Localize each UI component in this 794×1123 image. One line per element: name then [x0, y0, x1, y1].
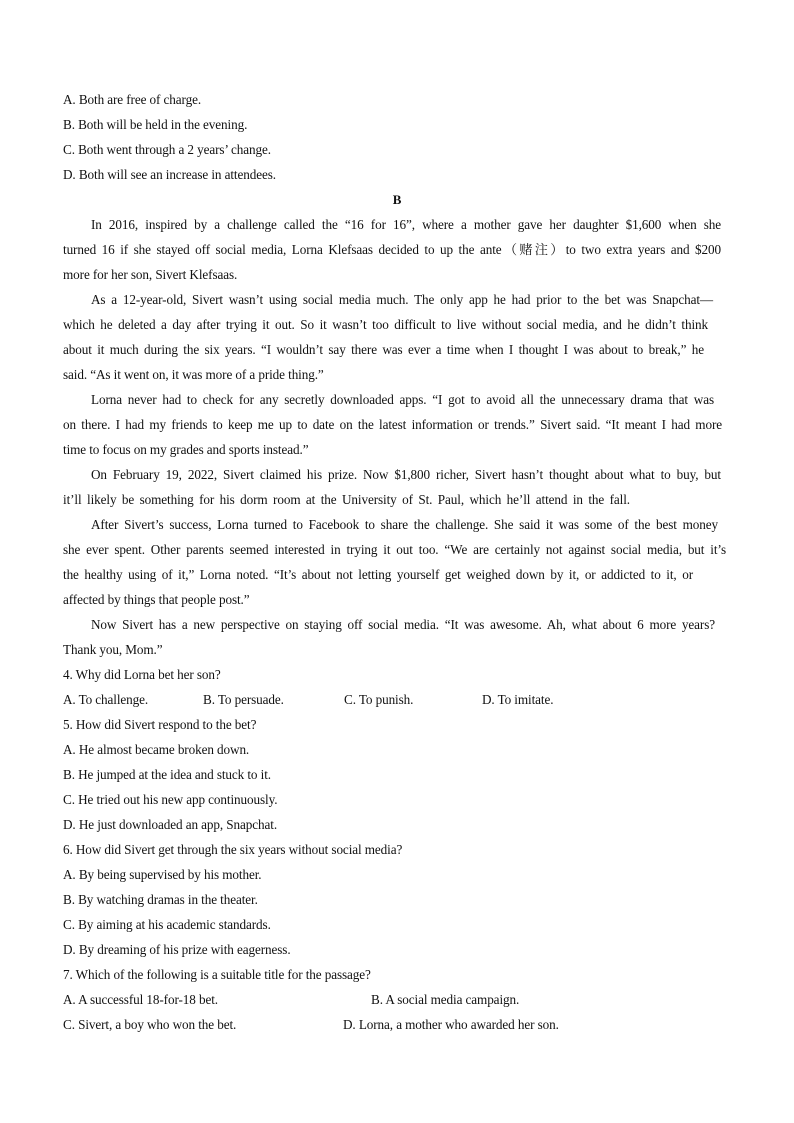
question-4-option-d[interactable]: D. To imitate. [482, 692, 554, 707]
passage-line: affected by things that people post.” [63, 592, 250, 607]
question-5-option-c[interactable]: C. He tried out his new app continuously. [63, 792, 278, 807]
question-6-option-c[interactable]: C. By aiming at his academic standards. [63, 917, 271, 932]
passage-line: said. “As it went on, it was more of a pride thing.” [63, 367, 324, 382]
question-5-option-b[interactable]: B. He jumped at the idea and stuck to it. [63, 767, 271, 782]
passage-line: On February 19, 2022, Sivert claimed his prize. Now $1,800 richer, Sivert hasn’t thought about what to buy, but [91, 467, 721, 482]
passage-line: Lorna never had to check for any secretly downloaded apps. “I got to avoid all the unnecessary drama that was [91, 392, 714, 407]
question-4-option-b[interactable]: B. To persuade. [203, 692, 284, 707]
passage-line: Thank you, Mom.” [63, 642, 163, 657]
passage-line: Now Sivert has a new perspective on staying off social media. “It was awesome. Ah, what about 6 more years? [91, 617, 715, 632]
question-5-option-d[interactable]: D. He just downloaded an app, Snapchat. [63, 817, 278, 832]
passage-line: As a 12-year-old, Sivert wasn’t using social media much. The only app he had prior to the bet was Snapchat— [91, 292, 713, 307]
question-7-option-c[interactable]: C. Sivert, a boy who won the bet. [63, 1017, 237, 1032]
prev-option-a: A. Both are free of charge. [63, 92, 202, 107]
question-6-option-a[interactable]: A. By being supervised by his mother. [63, 867, 262, 882]
question-4-option-a[interactable]: A. To challenge. [63, 692, 149, 707]
prev-option-b: B. Both will be held in the evening. [63, 117, 248, 132]
question-4-stem: 4. Why did Lorna bet her son? [63, 667, 221, 682]
prev-option-d: D. Both will see an increase in attendees. [63, 167, 276, 182]
question-4-option-c[interactable]: C. To punish. [344, 692, 414, 707]
prev-option-c: C. Both went through a 2 years’ change. [63, 142, 271, 157]
question-6-option-b[interactable]: B. By watching dramas in the theater. [63, 892, 258, 907]
passage-line: After Sivert’s success, Lorna turned to Facebook to share the challenge. She said it was some of the best money [91, 517, 718, 532]
question-7-option-b[interactable]: B. A social media campaign. [371, 992, 520, 1007]
question-5-option-a[interactable]: A. He almost became broken down. [63, 742, 250, 757]
passage-line: turned 16 if she stayed off social media, Lorna Klefsaas decided to up the ante（赌注）to two extra years and $200 [63, 242, 721, 257]
passage-line: the healthy using of it,” Lorna noted. “It’s about not letting yourself get weighed down by it, or addicted to it, or [63, 567, 693, 582]
question-7-stem: 7. Which of the following is a suitable title for the passage? [63, 967, 371, 982]
question-6-option-d[interactable]: D. By dreaming of his prize with eagerness. [63, 942, 291, 957]
passage-line: she ever spent. Other parents seemed interested in trying it out too. “We are certainly not against social media, but it’s [63, 542, 726, 557]
question-7-option-a[interactable]: A. A successful 18-for-18 bet. [63, 992, 218, 1007]
question-7-option-d[interactable]: D. Lorna, a mother who awarded her son. [343, 1017, 559, 1032]
passage-line: on there. I had my friends to keep me up to date on the latest information or trends.” Sivert said. “It meant I had more [63, 417, 722, 432]
passage-line: about it much during the six years. “I wouldn’t say there was ever a time when I thought I was about to break,” he [63, 342, 704, 357]
section-heading: B [392, 192, 402, 207]
passage-line: In 2016, inspired by a challenge called the “16 for 16”, where a mother gave her daughter $1,600 when she [91, 217, 721, 232]
question-6-stem: 6. How did Sivert get through the six years without social media? [63, 842, 403, 857]
passage-line: it’ll likely be something for his dorm room at the University of St. Paul, which he’ll attend in the fall. [63, 492, 630, 507]
question-5-stem: 5. How did Sivert respond to the bet? [63, 717, 257, 732]
passage-line: more for her son, Sivert Klefsaas. [63, 267, 238, 282]
passage-line: time to focus on my grades and sports instead.” [63, 442, 309, 457]
passage-line: which he deleted a day after trying it out. So it wasn’t too difficult to live without social media, and he didn’t think [63, 317, 708, 332]
